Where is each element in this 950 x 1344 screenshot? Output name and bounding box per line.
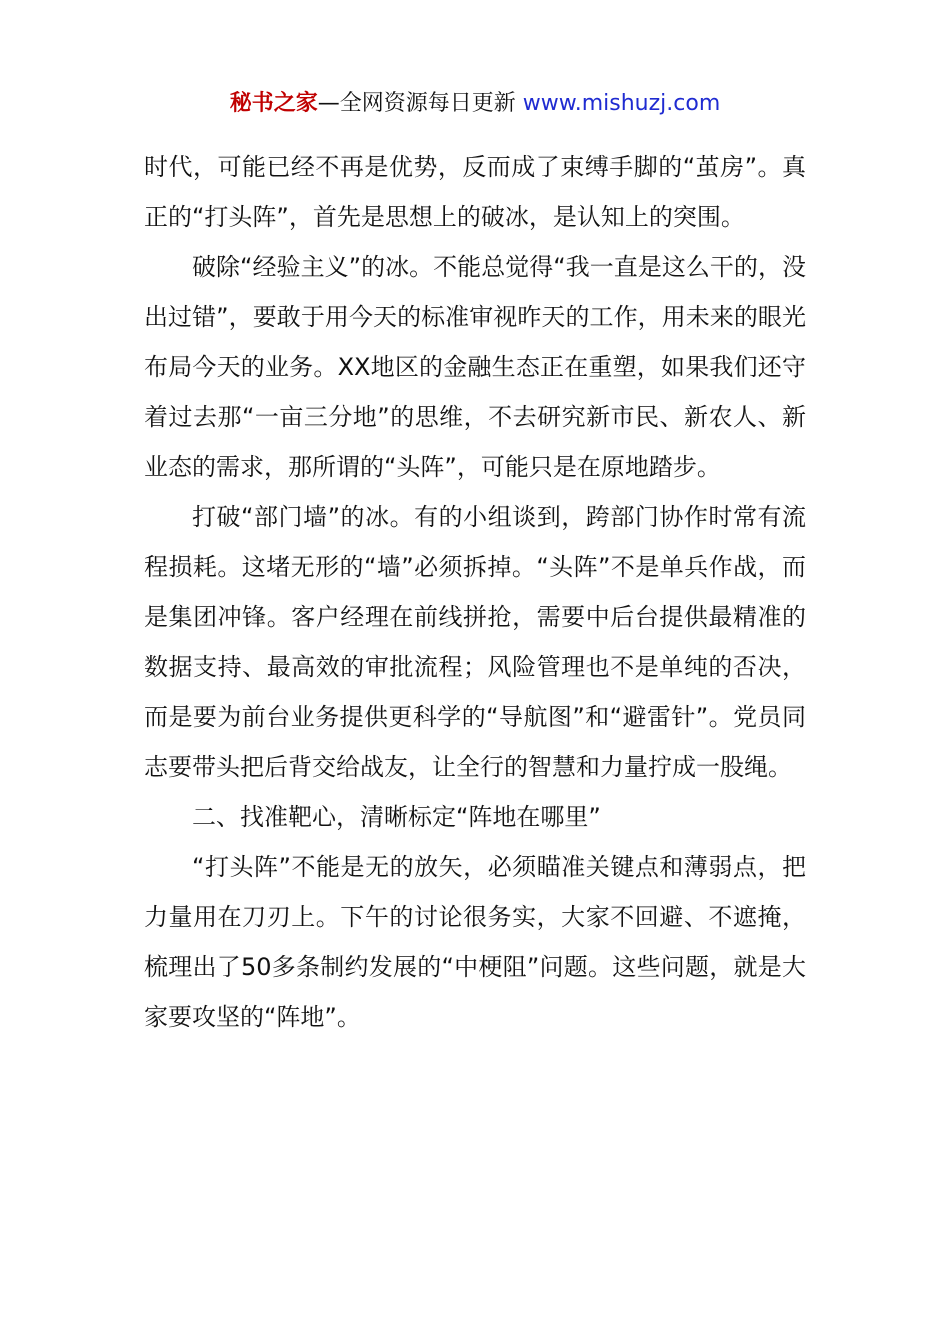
document-header	[0, 86, 950, 122]
section-heading: 二、找准靶心，清晰标定“阵地在哪里”	[192, 803, 601, 831]
paragraph-department-wall: 打破“部门墙”的冰。有的小组谈到，跨部门协作时常有流程损耗。这堵无形的“墙”必须拆掉。“头阵”不是单兵作战，而是集团冲锋。客户经理在前线拼抢，需要中后台提供最精准的数据支持、最高效的审批流程；风险管理也不是单纯的否决，而是要为前台业务提供更科学的“导航图”和“避雷针”。党员同志要带头把后背交给战友，让全行的智慧和力量拧成一股绳。	[144, 503, 806, 781]
paragraph-target: “打头阵”不能是无的放矢，必须瞄准关键点和薄弱点，把力量用在刀刃上。下午的讨论很务实，大家不回避、不遮掩，梳理出了50多条制约发展的“中梗阻”问题。这些问题，就是大家要攻坚的“阵地”。	[144, 853, 806, 1031]
document-body	[144, 142, 806, 1042]
paragraph-continuation: 时代，可能已经不再是优势，反而成了束缚手脚的“茧房”。真正的“打头阵”，首先是思想上的破冰，是认知上的突围。	[144, 153, 806, 231]
header-slogan: —全网资源每日更新	[317, 91, 516, 116]
brand-name: 秘书之家	[229, 91, 318, 116]
paragraph-experience: 破除“经验主义”的冰。不能总觉得“我一直是这么干的，没出过错”，要敢于用今天的标准审视昨天的工作，用未来的眼光布局今天的业务。XX地区的金融生态正在重塑，如果我们还守着过去那“一亩三分地”的思维，不去研究新市民、新农人、新业态的需求，那所谓的“头阵”，可能只是在原地踏步。	[144, 253, 806, 481]
website-link[interactable]: www.mishuzj.com	[522, 91, 721, 116]
